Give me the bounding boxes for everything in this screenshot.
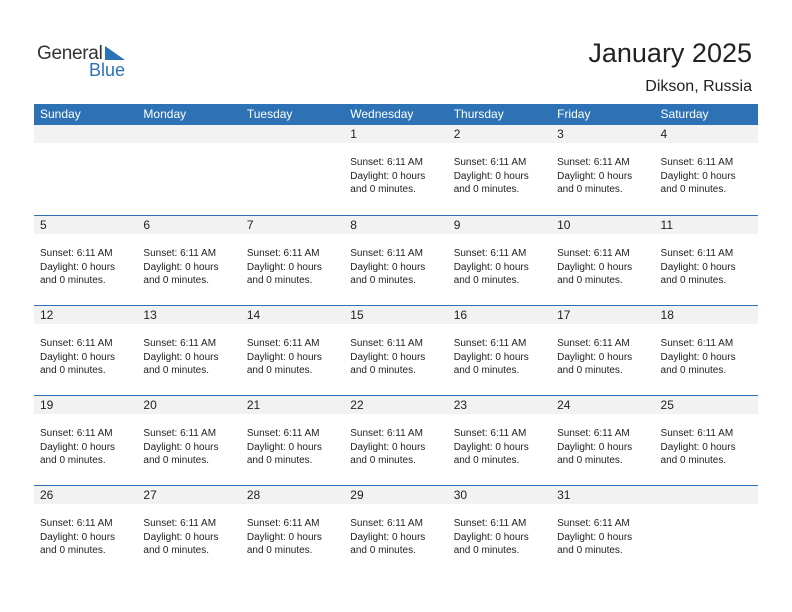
weekday-header-row — [34, 104, 758, 125]
weekday-thursday: Thursday — [453, 107, 504, 121]
day-cell-info — [344, 247, 447, 288]
day-daylight-text: Daylight: 0 hours — [660, 351, 736, 363]
calendar-week — [34, 485, 758, 575]
day-cell-info — [137, 337, 240, 378]
day-number: 1 — [350, 127, 357, 141]
day-number: 2 — [453, 127, 461, 141]
logo-blue-text: Blue — [89, 60, 126, 80]
day-minutes-text: and 0 minutes. — [40, 275, 106, 286]
weekday-friday: Friday — [557, 107, 591, 121]
day-sunset-text: Sunset: 6:11 AM — [143, 248, 217, 259]
day-cell-info — [34, 247, 137, 288]
day-number: 3 — [557, 127, 564, 141]
day-daylight-text: Daylight: 0 hours — [453, 261, 529, 273]
day-number: 29 — [350, 488, 364, 502]
day-sunset-text: Sunset: 6:11 AM — [453, 248, 527, 259]
day-info-row — [34, 324, 758, 378]
day-daylight-text: Daylight: 0 hours — [350, 170, 426, 182]
day-sunset-text: Sunset: 6:11 AM — [453, 338, 527, 349]
day-daylight-text: Daylight: 0 hours — [557, 170, 633, 182]
weekday-saturday: Saturday — [660, 107, 709, 121]
day-sunset-text: Sunset: 6:11 AM — [557, 428, 630, 439]
day-daylight-text: Daylight: 0 hours — [246, 261, 322, 273]
day-minutes-text: and 0 minutes. — [557, 184, 623, 195]
logo-general-text: General — [37, 43, 103, 64]
day-number: 7 — [246, 218, 254, 232]
day-minutes-text: and 0 minutes. — [350, 545, 416, 556]
day-cell-info — [241, 247, 344, 288]
logo — [37, 43, 137, 83]
day-cell-info — [655, 156, 758, 197]
day-sunset-text: Sunset: 6:11 AM — [350, 338, 423, 349]
day-number — [241, 125, 344, 143]
weekday-monday: Monday — [143, 107, 187, 121]
day-number: 8 — [350, 218, 357, 232]
day-cell-info — [448, 337, 551, 378]
day-sunset-text: Sunset: 6:11 AM — [143, 338, 217, 349]
day-cell-info — [344, 517, 447, 558]
day-info-row — [34, 504, 758, 558]
day-daylight-text: Daylight: 0 hours — [350, 441, 426, 453]
day-cell-info — [448, 156, 551, 197]
day-minutes-text: and 0 minutes. — [40, 545, 106, 556]
day-number: 14 — [246, 308, 261, 322]
day-cell-info — [137, 517, 240, 558]
day-cell-info — [551, 517, 654, 558]
day-cell-info — [551, 337, 654, 378]
day-number: 12 — [40, 308, 54, 322]
day-daylight-text: Daylight: 0 hours — [453, 531, 529, 543]
day-cell-info — [241, 156, 344, 197]
day-daylight-text: Daylight: 0 hours — [246, 531, 322, 543]
day-number: 22 — [350, 398, 364, 412]
day-daylight-text: Daylight: 0 hours — [40, 261, 116, 273]
day-number: 24 — [557, 398, 571, 412]
day-cell-info — [344, 337, 447, 378]
day-number: 23 — [453, 398, 468, 412]
day-minutes-text: and 0 minutes. — [660, 455, 727, 466]
day-daylight-text: Daylight: 0 hours — [143, 351, 219, 363]
day-cell-info — [34, 427, 137, 468]
day-sunset-text: Sunset: 6:11 AM — [246, 248, 320, 259]
calendar-week — [34, 125, 758, 215]
day-number: 16 — [453, 308, 468, 322]
day-minutes-text: and 0 minutes. — [660, 184, 727, 195]
day-number-row — [34, 306, 758, 324]
day-number-row — [34, 125, 758, 143]
day-daylight-text: Daylight: 0 hours — [40, 441, 116, 453]
day-cell-info — [655, 337, 758, 378]
calendar-grid — [34, 104, 758, 575]
day-sunset-text: Sunset: 6:11 AM — [350, 157, 423, 168]
day-minutes-text: and 0 minutes. — [453, 184, 520, 195]
day-minutes-text: and 0 minutes. — [143, 545, 210, 556]
day-info-row — [34, 234, 758, 288]
day-daylight-text: Daylight: 0 hours — [246, 441, 322, 453]
day-sunset-text: Sunset: 6:11 AM — [660, 428, 734, 439]
day-cell-info — [655, 517, 758, 558]
day-daylight-text: Daylight: 0 hours — [557, 531, 633, 543]
logo-triangle-icon — [105, 46, 125, 60]
day-minutes-text: and 0 minutes. — [246, 545, 313, 556]
day-sunset-text: Sunset: 6:11 AM — [660, 157, 734, 168]
day-daylight-text: Daylight: 0 hours — [143, 531, 219, 543]
location-label: Dikson, Russia — [645, 78, 752, 95]
day-daylight-text: Daylight: 0 hours — [143, 261, 219, 273]
day-number-row — [34, 486, 758, 504]
day-cell-info — [448, 517, 551, 558]
day-daylight-text: Daylight: 0 hours — [350, 261, 426, 273]
day-daylight-text: Daylight: 0 hours — [557, 351, 633, 363]
day-number: 15 — [350, 308, 364, 322]
day-cell-info — [241, 427, 344, 468]
day-number: 27 — [143, 488, 157, 502]
day-number: 21 — [246, 398, 261, 412]
day-minutes-text: and 0 minutes. — [350, 275, 416, 286]
day-sunset-text: Sunset: 6:11 AM — [557, 157, 630, 168]
day-number-row — [34, 396, 758, 414]
day-sunset-text: Sunset: 6:11 AM — [246, 518, 320, 529]
day-sunset-text: Sunset: 6:11 AM — [143, 518, 217, 529]
day-sunset-text: Sunset: 6:11 AM — [143, 428, 217, 439]
day-minutes-text: and 0 minutes. — [660, 275, 727, 286]
day-number — [655, 486, 758, 504]
weeks-container — [34, 125, 758, 575]
day-minutes-text: and 0 minutes. — [557, 455, 623, 466]
day-minutes-text: and 0 minutes. — [557, 275, 623, 286]
day-cell-info — [241, 337, 344, 378]
day-minutes-text: and 0 minutes. — [557, 365, 623, 376]
day-daylight-text: Daylight: 0 hours — [40, 531, 116, 543]
weekday-tuesday: Tuesday — [246, 107, 293, 121]
day-minutes-text: and 0 minutes. — [557, 545, 623, 556]
calendar-week — [34, 305, 758, 395]
day-sunset-text: Sunset: 6:11 AM — [660, 338, 734, 349]
day-cell-info — [137, 427, 240, 468]
day-minutes-text: and 0 minutes. — [453, 455, 520, 466]
day-sunset-text: Sunset: 6:11 AM — [350, 248, 423, 259]
day-daylight-text: Daylight: 0 hours — [557, 261, 633, 273]
day-sunset-text: Sunset: 6:11 AM — [350, 428, 423, 439]
day-cell-info — [241, 517, 344, 558]
weekday-sunday: Sunday — [40, 107, 81, 121]
day-cell-info — [551, 156, 654, 197]
calendar-week — [34, 395, 758, 485]
day-cell-info — [34, 337, 137, 378]
day-number: 26 — [40, 488, 54, 502]
day-cell-info — [137, 247, 240, 288]
day-cell-info — [34, 517, 137, 558]
day-number: 9 — [453, 218, 461, 232]
day-cell-info — [448, 427, 551, 468]
day-daylight-text: Daylight: 0 hours — [246, 351, 322, 363]
page-title: January 2025 — [588, 38, 752, 68]
day-daylight-text: Daylight: 0 hours — [453, 351, 529, 363]
day-sunset-text: Sunset: 6:11 AM — [246, 338, 320, 349]
day-number: 18 — [660, 308, 674, 322]
day-number: 6 — [143, 218, 151, 232]
day-sunset-text: Sunset: 6:11 AM — [557, 248, 630, 259]
day-daylight-text: Daylight: 0 hours — [557, 441, 633, 453]
day-number: 30 — [453, 488, 468, 502]
day-cell-info — [137, 156, 240, 197]
day-minutes-text: and 0 minutes. — [350, 365, 416, 376]
day-number: 10 — [557, 218, 571, 232]
day-minutes-text: and 0 minutes. — [453, 365, 520, 376]
day-cell-info — [344, 156, 447, 197]
day-minutes-text: and 0 minutes. — [246, 455, 313, 466]
day-sunset-text: Sunset: 6:11 AM — [40, 518, 113, 529]
day-number: 19 — [40, 398, 54, 412]
day-number-row — [34, 216, 758, 234]
day-cell-info — [551, 247, 654, 288]
day-minutes-text: and 0 minutes. — [453, 275, 520, 286]
day-info-row — [34, 414, 758, 468]
day-number: 17 — [557, 308, 571, 322]
day-sunset-text: Sunset: 6:11 AM — [40, 338, 113, 349]
day-sunset-text: Sunset: 6:11 AM — [453, 518, 527, 529]
day-sunset-text: Sunset: 6:11 AM — [557, 518, 630, 529]
day-cell-info — [34, 156, 137, 197]
day-sunset-text: Sunset: 6:11 AM — [40, 248, 113, 259]
day-number: 5 — [40, 218, 47, 232]
day-sunset-text: Sunset: 6:11 AM — [453, 157, 527, 168]
day-minutes-text: and 0 minutes. — [143, 455, 210, 466]
day-sunset-text: Sunset: 6:11 AM — [660, 248, 734, 259]
day-daylight-text: Daylight: 0 hours — [350, 351, 426, 363]
day-daylight-text: Daylight: 0 hours — [350, 531, 426, 543]
day-number — [137, 125, 240, 143]
day-cell-info — [655, 247, 758, 288]
day-sunset-text: Sunset: 6:11 AM — [40, 428, 113, 439]
day-number: 31 — [557, 488, 571, 502]
day-minutes-text: and 0 minutes. — [350, 184, 416, 195]
day-number — [34, 125, 137, 143]
day-sunset-text: Sunset: 6:11 AM — [453, 428, 527, 439]
day-sunset-text: Sunset: 6:11 AM — [557, 338, 630, 349]
day-daylight-text: Daylight: 0 hours — [143, 441, 219, 453]
day-minutes-text: and 0 minutes. — [143, 365, 210, 376]
day-daylight-text: Daylight: 0 hours — [453, 170, 529, 182]
weekday-wednesday: Wednesday — [350, 107, 414, 121]
day-number: 28 — [246, 488, 261, 502]
day-minutes-text: and 0 minutes. — [246, 275, 313, 286]
day-sunset-text: Sunset: 6:11 AM — [350, 518, 423, 529]
day-number: 20 — [143, 398, 157, 412]
day-daylight-text: Daylight: 0 hours — [660, 170, 736, 182]
day-sunset-text: Sunset: 6:11 AM — [246, 428, 320, 439]
day-daylight-text: Daylight: 0 hours — [40, 351, 116, 363]
day-daylight-text: Daylight: 0 hours — [660, 441, 736, 453]
day-daylight-text: Daylight: 0 hours — [453, 441, 529, 453]
day-minutes-text: and 0 minutes. — [40, 365, 106, 376]
calendar-week — [34, 215, 758, 305]
day-minutes-text: and 0 minutes. — [453, 545, 520, 556]
day-cell-info — [655, 427, 758, 468]
day-minutes-text: and 0 minutes. — [246, 365, 313, 376]
day-number: 11 — [660, 218, 673, 232]
day-number: 4 — [660, 127, 668, 141]
day-cell-info — [344, 427, 447, 468]
day-info-row — [34, 143, 758, 197]
day-number: 13 — [143, 308, 157, 322]
day-minutes-text: and 0 minutes. — [660, 365, 727, 376]
day-minutes-text: and 0 minutes. — [143, 275, 210, 286]
day-number: 25 — [660, 398, 674, 412]
day-minutes-text: and 0 minutes. — [40, 455, 106, 466]
day-cell-info — [448, 247, 551, 288]
day-minutes-text: and 0 minutes. — [350, 455, 416, 466]
day-cell-info — [551, 427, 654, 468]
day-daylight-text: Daylight: 0 hours — [660, 261, 736, 273]
